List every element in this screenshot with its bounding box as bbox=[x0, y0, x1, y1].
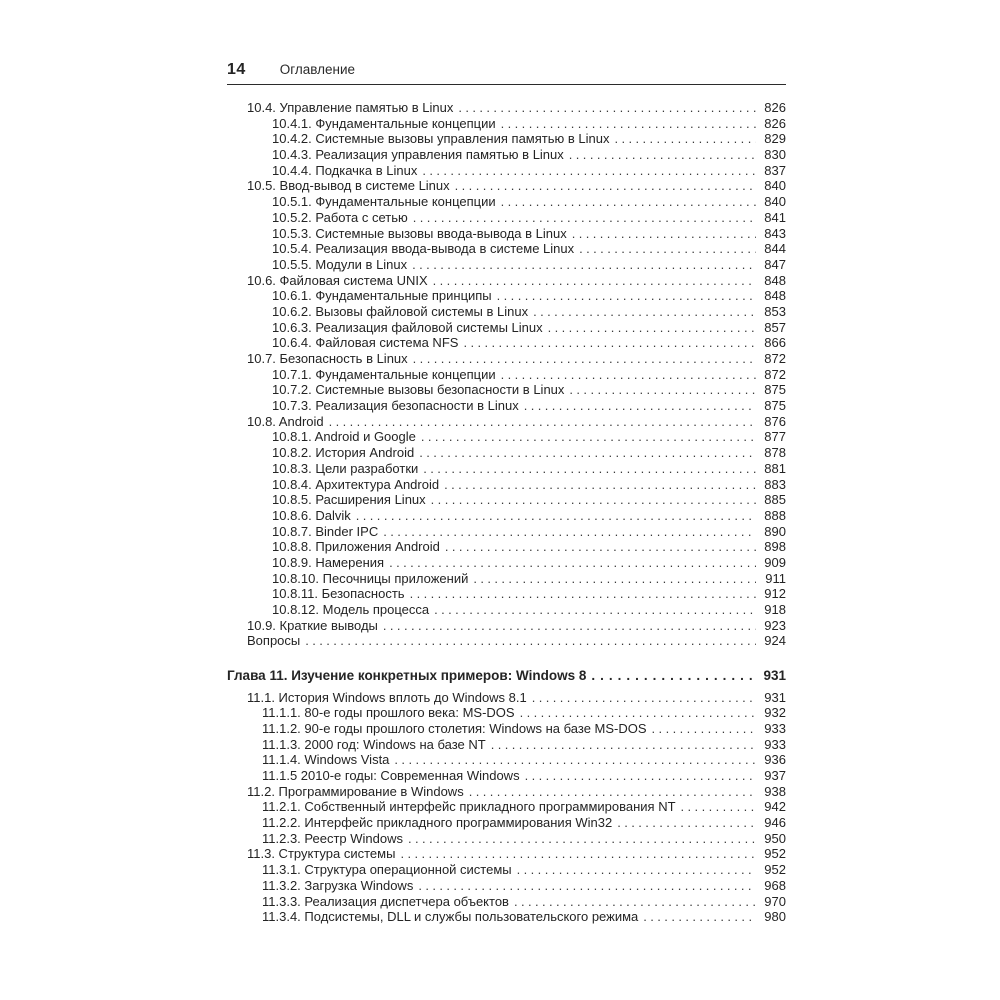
toc-entry-page: 883 bbox=[764, 476, 786, 492]
toc-entry-page: 950 bbox=[764, 830, 786, 846]
toc-entry-page: 923 bbox=[764, 617, 786, 633]
dot-leader bbox=[463, 335, 756, 350]
toc-entry bbox=[227, 335, 786, 351]
toc-entry bbox=[227, 524, 786, 540]
toc-entry bbox=[227, 131, 786, 147]
toc-entry-page: 938 bbox=[764, 783, 786, 799]
toc-entry-label: 11.3.1. Структура операционной системы bbox=[262, 862, 512, 878]
toc-entry bbox=[227, 178, 786, 194]
toc-entry-page: 826 bbox=[764, 100, 786, 115]
toc-entry-label: 10.4.4. Подкачка в Linux bbox=[272, 162, 418, 178]
toc-entry bbox=[227, 100, 786, 116]
toc-entry bbox=[227, 815, 786, 831]
dot-leader bbox=[423, 461, 756, 476]
toc-entry-page: 843 bbox=[764, 225, 786, 241]
dot-leader bbox=[413, 351, 756, 366]
toc-entry-page: 848 bbox=[764, 288, 786, 304]
dot-leader bbox=[614, 131, 756, 146]
chapter-heading-page: 931 bbox=[763, 668, 786, 684]
toc-entry-label: 11.1.2. 90-е годы прошлого столетия: Windows на базе MS-DOS bbox=[262, 720, 647, 736]
dot-leader bbox=[413, 210, 756, 225]
toc-entry-page: 937 bbox=[764, 768, 786, 783]
toc-entry-label: 11.1.4. Windows Vista bbox=[262, 752, 390, 768]
dot-leader bbox=[643, 909, 756, 924]
toc-entry-label: 10.6.1. Фундаментальные принципы bbox=[272, 288, 492, 304]
toc-entry bbox=[227, 602, 786, 618]
dot-leader bbox=[533, 304, 756, 319]
toc-entry-page: 853 bbox=[764, 303, 786, 319]
running-title: Оглавление bbox=[279, 62, 356, 77]
toc-entry-label: 10.6.2. Вызовы файловой системы в Linux bbox=[272, 303, 529, 319]
dot-leader bbox=[383, 524, 756, 539]
toc-entry-label: 10.5. Ввод-вывод в системе Linux bbox=[247, 178, 450, 194]
toc-entry-label: 10.4.2. Системные вызовы управления памятью в Linux bbox=[272, 131, 610, 147]
toc-entry-label: 10.4.1. Фундаментальные концепции bbox=[272, 115, 496, 131]
dot-leader bbox=[383, 618, 756, 633]
toc-entry-page: 980 bbox=[764, 909, 786, 925]
toc-entry-label: 10.5.2. Работа с сетью bbox=[272, 209, 408, 225]
toc-entry-label: 10.5.5. Модули в Linux bbox=[272, 256, 408, 272]
dot-leader bbox=[419, 445, 756, 460]
toc-entry-label: 10.4.3. Реализация управления памятью в Linux bbox=[272, 147, 564, 163]
dot-leader bbox=[524, 398, 756, 413]
dot-leader bbox=[433, 273, 756, 288]
toc-entry-page: 924 bbox=[764, 633, 786, 649]
toc-entry bbox=[227, 226, 786, 242]
toc-entry-label: 10.5.3. Системные вызовы ввода-вывода в Linux bbox=[272, 225, 567, 241]
toc-entry-label: 11.2.3. Реестр Windows bbox=[262, 830, 403, 846]
toc-entry-page: 898 bbox=[764, 539, 786, 555]
toc-entry-label: 11.2.2. Интерфейс прикладного программирования Win32 bbox=[262, 815, 613, 831]
toc-entry bbox=[227, 398, 786, 414]
toc-entry-label: 10.8.10. Песочницы приложений bbox=[272, 570, 469, 586]
dot-leader bbox=[356, 508, 756, 523]
toc-entry-label: 10.8.2. История Android bbox=[272, 445, 415, 461]
dot-leader bbox=[514, 894, 756, 909]
toc-entry-page: 872 bbox=[764, 366, 786, 382]
dot-leader bbox=[517, 862, 756, 877]
dot-leader bbox=[458, 100, 756, 115]
toc-entry bbox=[227, 273, 786, 289]
toc-entry bbox=[227, 555, 786, 571]
toc-entry-page: 872 bbox=[764, 351, 786, 366]
toc-entry bbox=[227, 508, 786, 524]
dot-leader bbox=[520, 705, 756, 720]
page-number: 14 bbox=[227, 61, 246, 78]
toc-entry-page: 840 bbox=[764, 178, 786, 194]
toc-entry bbox=[227, 367, 786, 383]
toc-entry-label: 10.8.12. Модель процесса bbox=[272, 602, 430, 617]
toc-entry-page: 826 bbox=[764, 115, 786, 131]
toc-entry-label: 10.8.11. Безопасность bbox=[272, 586, 405, 602]
toc-entry-page: 932 bbox=[764, 705, 786, 721]
toc-entry-label: 10.8.1. Android и Google bbox=[272, 429, 416, 445]
chapter10-entries bbox=[227, 100, 786, 649]
toc-entry bbox=[227, 768, 786, 784]
toc-entry bbox=[227, 894, 786, 910]
toc-entry bbox=[227, 690, 786, 706]
toc-entry-page: 942 bbox=[764, 799, 786, 815]
toc-entry bbox=[227, 586, 786, 602]
dot-leader bbox=[501, 116, 756, 131]
dot-leader bbox=[491, 737, 756, 752]
toc-entry bbox=[227, 116, 786, 132]
toc-entry-page: 837 bbox=[764, 162, 786, 178]
dot-leader bbox=[681, 799, 756, 814]
toc-entry bbox=[227, 633, 786, 649]
dot-leader bbox=[469, 784, 756, 799]
toc-entry bbox=[227, 414, 786, 430]
toc-entry-label: 10.8.4. Архитектура Android bbox=[272, 476, 440, 492]
toc-entry bbox=[227, 477, 786, 493]
toc-entry-label: 11.1.5 2010-е годы: Современная Windows bbox=[262, 768, 520, 783]
toc-entry-label: 10.8.9. Намерения bbox=[272, 554, 385, 570]
toc-entry bbox=[227, 737, 786, 753]
dot-leader bbox=[569, 382, 756, 397]
toc-entry-page: 876 bbox=[764, 413, 786, 429]
toc-entry-label: 10.8.5. Расширения Linux bbox=[272, 492, 426, 508]
toc-entry-label: 10.8.3. Цели разработки bbox=[272, 460, 419, 476]
book-page bbox=[227, 61, 786, 925]
toc-entry-page: 911 bbox=[765, 570, 786, 586]
dot-leader bbox=[400, 846, 756, 861]
toc-entry-label: 11.1. История Windows вплоть до Windows 8.1 bbox=[247, 689, 527, 705]
toc-entry bbox=[227, 862, 786, 878]
toc-entry-page: 946 bbox=[764, 815, 786, 831]
toc-entry-page: 912 bbox=[764, 586, 786, 602]
dot-leader bbox=[394, 752, 756, 767]
toc-entry bbox=[227, 571, 786, 587]
toc-entry bbox=[227, 288, 786, 304]
toc-entry-label: 10.7.3. Реализация безопасности в Linux bbox=[272, 398, 519, 414]
dot-leader bbox=[473, 571, 756, 586]
toc-entry-page: 840 bbox=[764, 194, 786, 210]
toc-entry bbox=[227, 257, 786, 273]
chapter-heading bbox=[227, 668, 786, 685]
toc-entry-page: 885 bbox=[764, 492, 786, 508]
toc-entry bbox=[227, 461, 786, 477]
toc-entry-label: 10.6.3. Реализация файловой системы Linux bbox=[272, 319, 543, 335]
toc-entry bbox=[227, 878, 786, 894]
toc-entry-page: 881 bbox=[764, 460, 786, 476]
toc-entry-page: 888 bbox=[764, 507, 786, 523]
toc-entry-page: 968 bbox=[764, 877, 786, 893]
toc-entry-page: 875 bbox=[764, 398, 786, 414]
toc-entry bbox=[227, 618, 786, 634]
toc-entry-page: 829 bbox=[764, 131, 786, 147]
toc-entry-page: 848 bbox=[764, 272, 786, 288]
toc-entry-page: 890 bbox=[764, 523, 786, 539]
dot-leader bbox=[591, 668, 756, 683]
toc-entry bbox=[227, 492, 786, 508]
dot-leader bbox=[444, 477, 756, 492]
toc-entry bbox=[227, 304, 786, 320]
toc-entry-label: 10.8.6. Dalvik bbox=[272, 507, 351, 523]
toc-entry-page: 952 bbox=[764, 862, 786, 878]
toc-entry-label: 11.3.4. Подсистемы, DLL и службы пользовательского режима bbox=[262, 909, 639, 925]
toc-entry-label: 10.7. Безопасность в Linux bbox=[247, 351, 408, 366]
toc-entry bbox=[227, 909, 786, 925]
dot-leader bbox=[421, 429, 756, 444]
toc-entry-page: 877 bbox=[764, 429, 786, 445]
dot-leader bbox=[525, 768, 756, 783]
toc-entry-label: 11.1.3. 2000 год: Windows на базе NT bbox=[262, 736, 486, 752]
toc-entry bbox=[227, 539, 786, 555]
toc-entry-label: 10.7.2. Системные вызовы безопасности в Linux bbox=[272, 382, 565, 398]
toc-entry-label: 10.6.4. Файловая система NFS bbox=[272, 335, 459, 351]
table-of-contents bbox=[227, 100, 786, 925]
dot-leader bbox=[389, 555, 756, 570]
toc-entry-page: 952 bbox=[764, 846, 786, 862]
dot-leader bbox=[329, 414, 756, 429]
toc-entry bbox=[227, 210, 786, 226]
dot-leader bbox=[497, 288, 756, 303]
toc-entry bbox=[227, 194, 786, 210]
toc-entry bbox=[227, 351, 786, 367]
toc-entry-page: 909 bbox=[764, 554, 786, 570]
toc-entry-page: 875 bbox=[764, 382, 786, 398]
dot-leader bbox=[445, 539, 756, 554]
dot-leader bbox=[418, 878, 756, 893]
toc-entry bbox=[227, 831, 786, 847]
dot-leader bbox=[305, 633, 756, 648]
toc-entry bbox=[227, 147, 786, 163]
toc-entry-label: 11.2. Программирование в Windows bbox=[247, 783, 464, 799]
dot-leader bbox=[408, 831, 756, 846]
dot-leader bbox=[572, 226, 756, 241]
toc-entry-page: 857 bbox=[764, 319, 786, 335]
toc-entry-label: 10.4. Управление памятью в Linux bbox=[247, 100, 454, 115]
toc-entry-label: 10.5.1. Фундаментальные концепции bbox=[272, 194, 496, 210]
dot-leader bbox=[617, 815, 756, 830]
toc-entry-label: 11.3.2. Загрузка Windows bbox=[262, 877, 414, 893]
dot-leader bbox=[569, 147, 756, 162]
toc-entry bbox=[227, 846, 786, 862]
toc-entry-label: 11.1.1. 80-е годы прошлого века: MS-DOS bbox=[262, 705, 515, 721]
toc-entry-label: 11.3. Структура системы bbox=[247, 846, 396, 862]
toc-entry-page: 841 bbox=[764, 209, 786, 225]
toc-entry bbox=[227, 752, 786, 768]
toc-entry-page: 936 bbox=[764, 752, 786, 768]
toc-entry-page: 970 bbox=[764, 893, 786, 909]
toc-entry-page: 933 bbox=[764, 736, 786, 752]
dot-leader bbox=[532, 690, 756, 705]
toc-entry bbox=[227, 382, 786, 398]
dot-leader bbox=[412, 257, 756, 272]
toc-entry-label: 10.9. Краткие выводы bbox=[247, 617, 378, 633]
toc-entry-page: 830 bbox=[764, 147, 786, 163]
dot-leader bbox=[652, 721, 756, 736]
toc-entry-page: 918 bbox=[764, 602, 786, 617]
toc-entry-label: 10.6. Файловая система UNIX bbox=[247, 272, 428, 288]
dot-leader bbox=[501, 194, 756, 209]
toc-entry bbox=[227, 721, 786, 737]
dot-leader bbox=[422, 163, 756, 178]
toc-entry-page: 931 bbox=[764, 689, 786, 705]
toc-entry-label: Вопросы bbox=[247, 633, 301, 649]
dot-leader bbox=[579, 241, 756, 256]
chapter11-entries bbox=[227, 690, 786, 925]
page-header bbox=[227, 61, 786, 85]
toc-entry-label: 10.7.1. Фундаментальные концепции bbox=[272, 366, 496, 382]
dot-leader bbox=[501, 367, 756, 382]
toc-entry bbox=[227, 445, 786, 461]
toc-entry-label: 10.8.7. Binder IPC bbox=[272, 523, 379, 539]
toc-entry bbox=[227, 799, 786, 815]
dot-leader bbox=[410, 586, 756, 601]
dot-leader bbox=[548, 320, 756, 335]
toc-entry-label: 11.2.1. Собственный интерфейс прикладного программирования NT bbox=[262, 799, 676, 815]
dot-leader bbox=[431, 492, 756, 507]
toc-entry bbox=[227, 429, 786, 445]
toc-entry bbox=[227, 320, 786, 336]
toc-entry-label: 10.8.8. Приложения Android bbox=[272, 539, 440, 555]
toc-entry-page: 844 bbox=[764, 241, 786, 257]
toc-entry bbox=[227, 163, 786, 179]
toc-entry-page: 878 bbox=[764, 445, 786, 461]
toc-entry-page: 866 bbox=[764, 335, 786, 351]
toc-entry-label: 11.3.3. Реализация диспетчера объектов bbox=[262, 893, 509, 909]
toc-entry-page: 933 bbox=[764, 720, 786, 736]
chapter-heading-label: Глава 11. Изучение конкретных примеров: Windows 8 bbox=[227, 668, 587, 684]
toc-entry-label: 10.5.4. Реализация ввода-вывода в системе Linux bbox=[272, 241, 575, 257]
toc-entry-label: 10.8. Android bbox=[247, 413, 324, 429]
toc-entry bbox=[227, 705, 786, 721]
toc-entry bbox=[227, 784, 786, 800]
dot-leader bbox=[455, 178, 756, 193]
toc-entry-page: 847 bbox=[764, 256, 786, 272]
dot-leader bbox=[434, 602, 756, 617]
toc-entry bbox=[227, 241, 786, 257]
